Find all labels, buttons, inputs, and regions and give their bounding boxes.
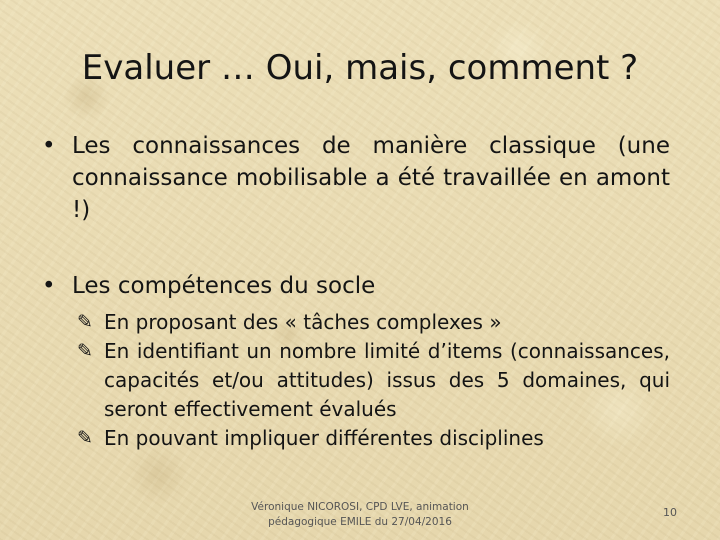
sub-bullet-text: En proposant des « tâches complexes » — [104, 310, 502, 334]
sub-bullet-text: En pouvant impliquer différentes disciplines — [104, 426, 544, 450]
bullet-icon: • — [42, 273, 56, 299]
bullet-text: Les compétences du socle — [72, 273, 376, 299]
slide-title: Evaluer … Oui, mais, comment ? — [81, 48, 639, 88]
bullet-item — [42, 270, 670, 302]
bullet-item — [42, 130, 670, 226]
sub-bullet-item — [77, 308, 670, 337]
sub-bullet-list — [42, 308, 670, 453]
pencil-icon: ✎ — [77, 311, 93, 333]
sub-bullet-text: En identifiant un nombre limité d’items (connaissances, capacités et/ou attitudes) issus des 5 domaines, qui seront effectivement évalués — [104, 339, 670, 421]
pencil-icon: ✎ — [77, 427, 93, 449]
bullet-text: Les connaissances de manière classique (une connaissance mobilisable a été travaillée en amont !) — [72, 133, 670, 223]
sub-bullet-item — [77, 337, 670, 424]
footer-author-line: Véronique NICOROSI, CPD LVE, animation — [251, 501, 469, 513]
slide-content — [42, 130, 670, 453]
page-number: 10 — [663, 506, 677, 519]
pencil-icon: ✎ — [77, 340, 93, 362]
footer-author — [250, 500, 470, 530]
footer-author-line: pédagogique EMILE du 27/04/2016 — [268, 516, 452, 528]
bullet-icon: • — [42, 133, 56, 159]
sub-bullet-item — [77, 424, 670, 453]
